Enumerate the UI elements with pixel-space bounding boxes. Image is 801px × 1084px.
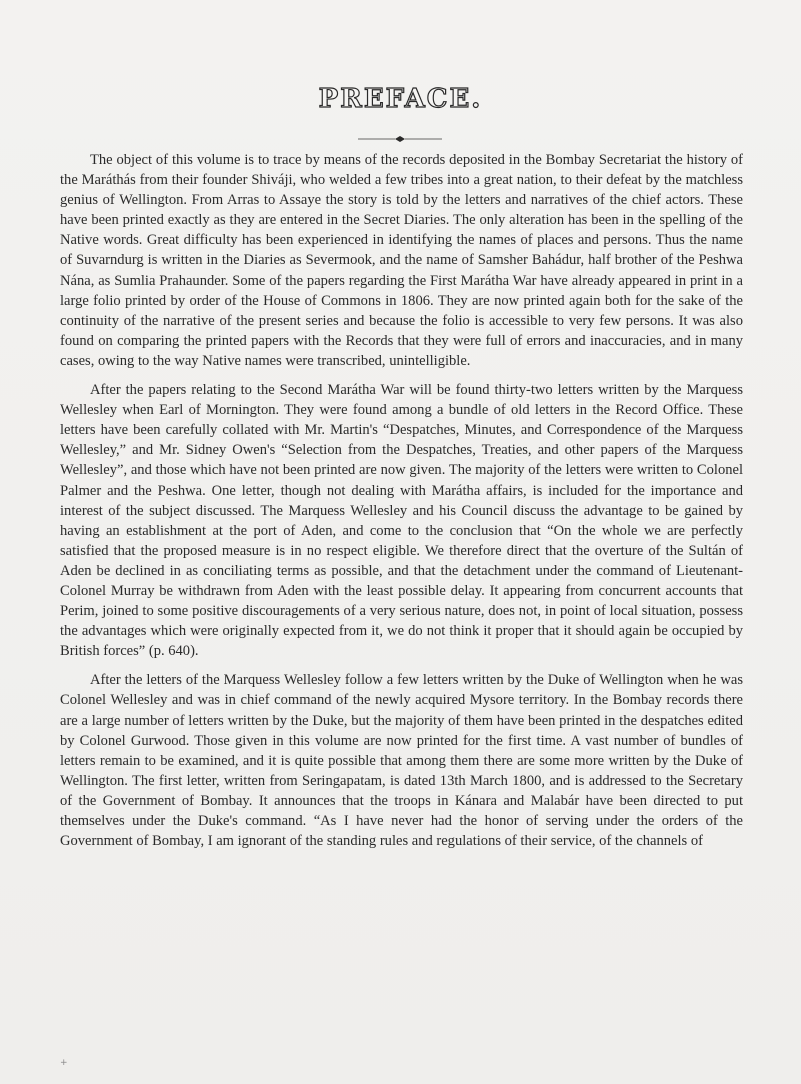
preface-body xyxy=(60,150,743,860)
print-mark-glyph: + xyxy=(60,1058,70,1068)
page-title: PREFACE. xyxy=(318,84,483,114)
paragraph-1: The object of this volume is to trace by means of the records deposited in the Bombay Secretariat the history of the Maráthás from their founder Shiváji, who welded a few tribes into a great nation, to their defeat by the matchless genius of Wellington. From Arras to Assaye the story is told by the letters and narratives of the chief actors. These have been printed exactly as they are entered in the Secret Diaries. The only alteration has been in the spelling of the Native words. Great difficulty has been experienced in identifying the names of places and persons. Thus the name of Suvarndurg is written in the Diaries as Severmook, and the name of Samsher Bahádur, half brother of the Peshwa Nána, as Sumlia Prahaunder. Some of the papers regarding the First Marátha War have already appeared in print in a large folio printed by order of the House of Commons in 1806. They are now printed again both for the sake of the continuity of the narrative of the present series and because the folio is accessible to very few persons. It was also found on comparing the printed papers with the Records that they were full of errors and inaccuracies, and in many cases, owing to the way Native names were transcribed, unintelligible. xyxy=(60,152,743,369)
paragraph-3: After the letters of the Marquess Wellesley follow a few letters written by the Duke of Wellington when he was Colonel Wellesley and was in chief command of the newly acquired Mysore territory. In the Bombay records there are a large number of letters written by the Duke, but the majority of them have been printed in the despatches edited by Colonel Gurwood. Those given in this volume are now printed for the first time. A vast number of bundles of letters remain to be examined, and it is quite possible that among them there are some more written by the Duke of Wellington. The first letter, written from Seringapatam, is dated 13th March 1800, and is addressed to the Secretary of the Government of Bombay. It announces that the troops in Kánara and Malabár have been directed to put themselves under the Duke's command. “As I have never had the honor of serving under the orders of the Government of Bombay, I am ignorant of the standing rules and regulations of their service, of the channels of xyxy=(60,672,743,850)
paragraph-2: After the papers relating to the Second Marátha War will be found thirty-two letters written by the Marquess Wellesley when Earl of Mornington. They were found among a bundle of old letters in the Record Office. These letters have been carefully collated with Mr. Martin's “Despatches, Minutes, and Correspondence of the Marquess Wellesley,” and Mr. Sidney Owen's “Selection from the Despatches, Treaties, and other papers of the Marquess Wellesley”, and those which have not been printed are now given. The majority of the letters were written to Colonel Palmer and the Peshwa. One letter, though not dealing with Marátha affairs, is included for the importance and interest of the subject discussed. The Marquess Wellesley and his Council discuss the advantage to be gained by having an establishment at the port of Aden, and come to the conclusion that “On the whole we are perfectly satisfied that the proposed measure is in no respect eligible. We therefore direct that the overture of the Sultán of Aden be declined in as conciliating terms as possible, and that the detachment under the command of Lieutenant-Colonel Murray be withdrawn from Aden with the least possible delay. It appearing from concurrent accounts that Perim, joined to some positive discouragements of a very serious nature, does not, in point of local situation, possess the advantages which were originally expected from it, we do not think it proper that it should again be occupied by British forces” (p. 640). xyxy=(60,382,743,660)
title-ornament-divider xyxy=(358,134,442,144)
